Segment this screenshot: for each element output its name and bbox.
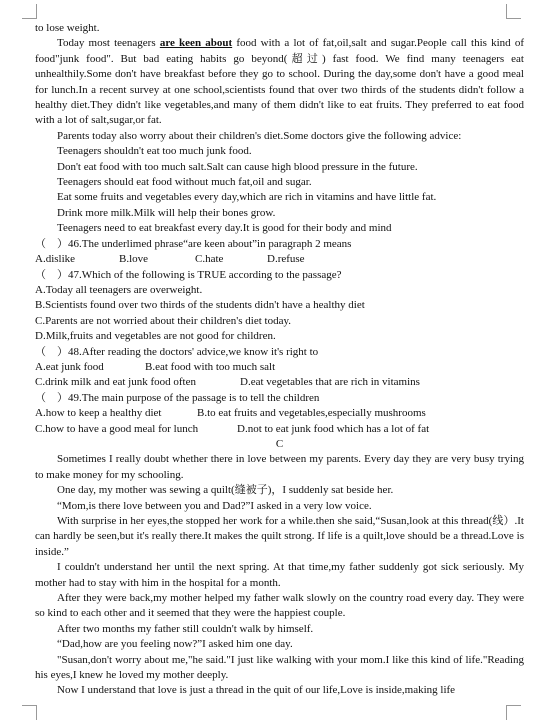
passage-c-paragraph: One day, my mother was sewing a quilt(缝被子)，I suddenly sat beside her. (57, 484, 394, 497)
document-body (35, 21, 524, 699)
passage-c-paragraph: I couldn't understand her until the next spring. At that time,my father suddenly got sick seriously. My mother had to stay with him in the hospital for a month. (35, 561, 524, 589)
crop-mark-top-right (506, 4, 521, 19)
option-a: A.eat junk food (35, 360, 104, 373)
advice-item: Don't eat food with too much salt.Salt can cause high blood pressure in the future. (57, 160, 418, 173)
advice-item: Drink more milk.Milk will help their bones grow. (57, 206, 276, 219)
question-49-options-row-1 (35, 406, 524, 421)
option-b: B.eat food with too much salt (145, 360, 276, 373)
passage-c-paragraph: Sometimes I really doubt whether there in love between my parents. Every day they are very busy trying to make money for my schooling. (35, 453, 524, 481)
advice-item: Teenagers shouldn't eat too much junk food. (57, 145, 252, 158)
passage-b-paragraph-1: Today most teenagers are keen about food with a lot of fat,oil,salt and sugar.People call this kind of food"junk food". But bad eating habits go beyond(超过) fast food. We find many teenagers eat unhealthily.Some don't have breakfast before they go to school. During the day,some don't have a good meal for lunch.In a recent survey at one school,scientists found that over two thirds of the students didn't follow a healthy diet.They didn't like vegetables,and many of them didn't like to eat fruits. They preferred to eat food with a lot of salt,sugar,or fat. (35, 37, 524, 127)
question-48-options-row-1 (35, 360, 524, 375)
question-49-options-row-2 (35, 422, 524, 437)
question-47-stem: （ ）47.Which of the following is TRUE according to the passage? (35, 268, 342, 281)
crop-mark-bottom-right (506, 705, 521, 720)
crop-mark-bottom-left (22, 705, 37, 720)
question-46-options (35, 252, 524, 267)
option-d: D.not to eat junk food which has a lot of fat (237, 422, 430, 435)
option-c: C.Parents are not worried about their children's diet today. (35, 314, 292, 327)
advice-item: Teenagers should eat food without much fat,oil and sugar. (57, 176, 312, 189)
passage-c-paragraph: Now I understand that love is just a thread in the quit of our life,Love is inside,making life (57, 684, 456, 697)
option-d: D.eat vegetables that are rich in vitamins (240, 376, 420, 389)
passage-c-paragraph: After two months my father still couldn't walk by himself. (57, 622, 314, 635)
question-48-stem: （ ）48.After reading the doctors' advice,we know it's right to (35, 345, 319, 358)
passage-c-paragraph: "Susan,don't worry about me,"he said."I just like walking with your mom.I like this kind of life."Reading his eyes,I knew he loved my mother deeply. (35, 653, 524, 682)
option-c: C.drink milk and eat junk food often (35, 376, 196, 389)
option-b: B.Scientists found over two thirds of the students didn't have a healthy diet (35, 299, 365, 312)
key-phrase: are keen about (159, 37, 233, 50)
crop-mark-top-left (22, 4, 37, 19)
option-d: D.Milk,fruits and vegetables are not good for children. (35, 330, 276, 343)
option-a: A.dislike (35, 253, 76, 266)
option-b: B.to eat fruits and vegetables,especially mushrooms (197, 407, 426, 420)
option-b: B.love (119, 253, 149, 266)
passage-c-heading: C (275, 437, 284, 450)
question-46-stem: （ ）46.The underlimed phrase“are keen about”in paragraph 2 means (35, 237, 352, 250)
passage-b-line-0: to lose weight. (35, 22, 100, 34)
option-c: C.hate (195, 253, 224, 266)
option-d: D.refuse (267, 253, 305, 266)
passage-c-paragraph: With surprise in her eyes,the stopped her work for a while.then she said,“Susan,look at this thread(线）.It can hardly be seen,but it's really there.It makes the quilt strong. If life is a quilt,love should be a thread.Love is inside.” (35, 515, 524, 558)
question-48-options-row-2 (35, 375, 524, 390)
passage-c-paragraph: After they were back,my mother helped my father walk slowly on the country road every day. They were so kind to each other and it seemed that they were the happiest couple. (35, 592, 524, 620)
passage-b-paragraph-2: Parents today also worry about their children's diet.Some doctors give the following advice: (57, 129, 462, 142)
option-a: A.how to keep a healthy diet (35, 407, 162, 420)
option-a: A.Today all teenagers are overweight. (35, 283, 203, 296)
advice-item: Teenagers need to eat breakfast every day.It is good for their body and mind (57, 222, 392, 235)
advice-item: Eat some fruits and vegetables every day,which are rich in vitamins and have little fat. (57, 191, 437, 204)
question-49-stem: （ ）49.The main purpose of the passage is to tell the children (35, 391, 320, 404)
option-c: C.how to have a good meal for lunch (35, 422, 199, 435)
passage-c-paragraph: “Mom,is there love between you and Dad?”I asked in a very low voice. (57, 499, 372, 512)
passage-c-paragraph: “Dad,how are you feeling now?”I asked him one day. (57, 638, 293, 651)
